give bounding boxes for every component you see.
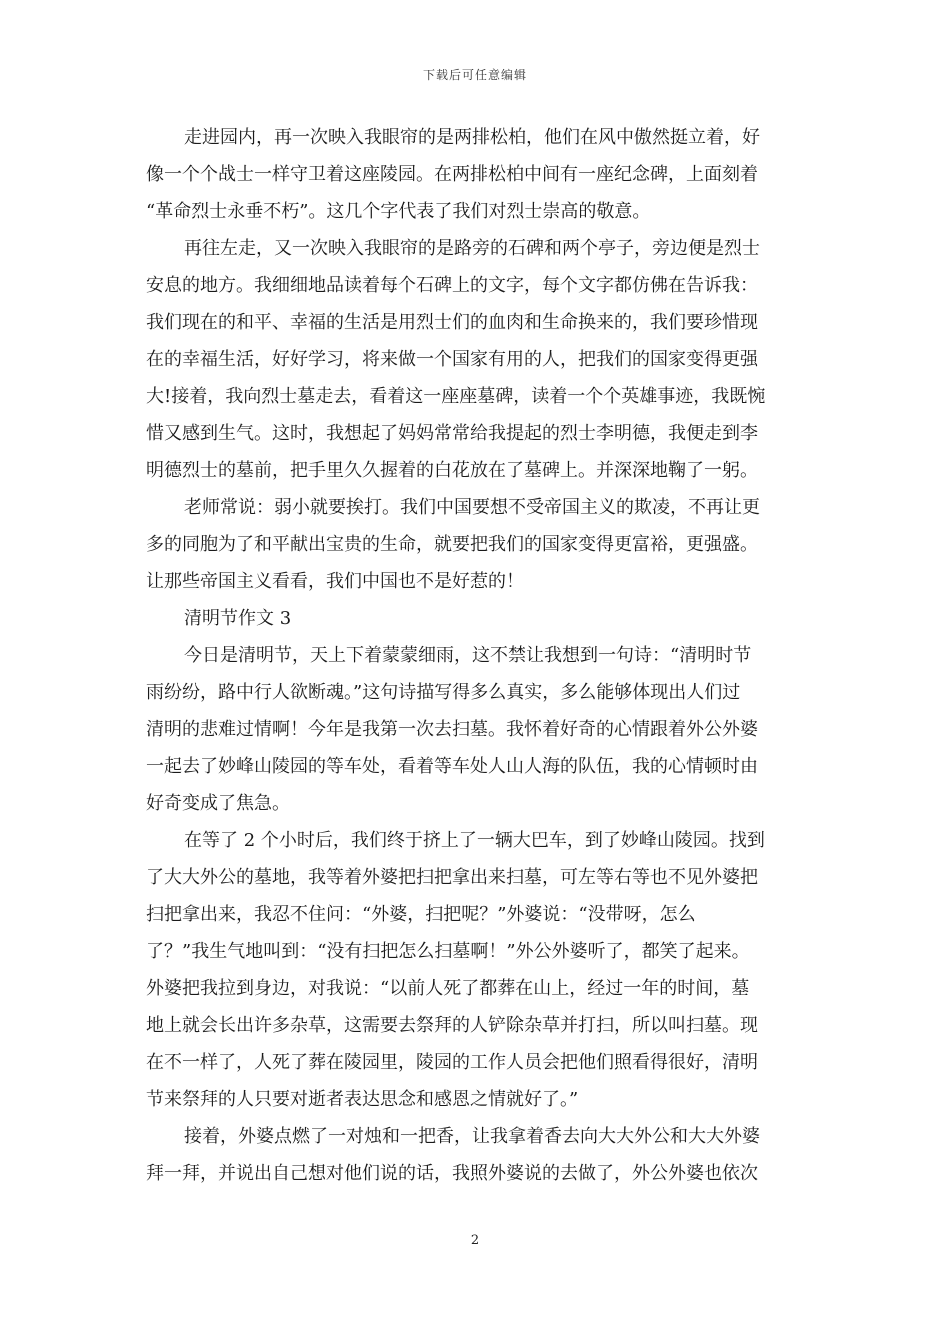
text-line: 像一个个战士一样守卫着这座陵园。在两排松柏中间有一座纪念碑，上面刻着	[146, 164, 758, 185]
text-line: 老师常说：弱小就要挨打。我们中国要想不受帝国主义的欺凌，不再让更	[184, 497, 760, 518]
text-line: 雨纷纷，路中行人欲断魂。”这句诗描写得多么真实，多么能够体现出人们过	[146, 682, 741, 703]
text-line: 了大大外公的墓地，我等着外婆把扫把拿出来扫墓，可左等右等也不见外婆把	[146, 867, 758, 888]
text-line: 大!接着，我向烈士墓走去，看着这一座座墓碑，读着一个个英雄事迹，我既惋	[146, 386, 766, 407]
text-line: 明德烈士的墓前，把手里久久握着的白花放在了墓碑上。并深深地鞠了一躬。	[146, 460, 758, 481]
document-body	[146, 124, 808, 1197]
text-line: 在不一样了，人死了葬在陵园里，陵园的工作人员会把他们照看得很好，清明	[146, 1052, 758, 1073]
text-line: 惜又感到生气。这时，我想起了妈妈常常给我提起的烈士李明德，我便走到李	[146, 423, 758, 444]
text-line: 了？”我生气地叫到：“没有扫把怎么扫墓啊！”外公外婆听了，都笑了起来。	[146, 941, 750, 962]
text-line: 节来祭拜的人只要对逝者表达思念和感恩之情就好了。”	[146, 1089, 579, 1110]
text-line: 一起去了妙峰山陵园的等车处，看着等车处人山人海的队伍，我的心情顿时由	[146, 756, 758, 777]
text-line: 接着，外婆点燃了一对烛和一把香，让我拿着香去向大大外公和大大外婆	[184, 1126, 760, 1147]
page-header: 下载后可任意编辑	[422, 68, 527, 82]
text-line: 扫把拿出来，我忍不住问：“外婆，扫把呢？”外婆说：“没带呀，怎么	[146, 904, 696, 925]
text-line: 让那些帝国主义看看，我们中国也不是好惹的！	[146, 571, 524, 592]
page-number: 2	[470, 1233, 480, 1248]
text-line: 今日是清明节，天上下着蒙蒙细雨，这不禁让我想到一句诗：“清明时节	[184, 645, 752, 666]
text-line: 走进园内，再一次映入我眼帘的是两排松柏，他们在风中傲然挺立着，好	[184, 127, 760, 148]
text-line: 我们现在的和平、幸福的生活是用烈士们的血肉和生命换来的，我们要珍惜现	[146, 312, 758, 333]
text-line: “革命烈士永垂不朽”。这几个字代表了我们对烈士崇高的敬意。	[146, 201, 651, 222]
text-line: 拜一拜，并说出自己想对他们说的话，我照外婆说的去做了，外公外婆也依次	[146, 1163, 758, 1184]
text-line: 多的同胞为了和平献出宝贵的生命，就要把我们的国家变得更富裕，更强盛。	[146, 534, 758, 555]
text-line: 安息的地方。我细细地品读着每个石碑上的文字，每个文字都仿佛在告诉我：	[146, 275, 758, 296]
section-title: 清明节作文 3	[184, 608, 292, 629]
text-line: 好奇变成了焦急。	[146, 793, 290, 814]
text-line: 清明的悲难过情啊！今年是我第一次去扫墓。我怀着好奇的心情跟着外公外婆	[146, 719, 758, 740]
text-line: 再往左走，又一次映入我眼帘的是路旁的石碑和两个亭子，旁边便是烈士	[184, 238, 760, 259]
text-line: 在等了 2 个小时后，我们终于挤上了一辆大巴车，到了妙峰山陵园。找到	[184, 830, 765, 851]
text-line: 在的幸福生活，好好学习，将来做一个国家有用的人，把我们的国家变得更强	[146, 349, 758, 370]
text-line: 外婆把我拉到身边，对我说：“以前人死了都葬在山上，经过一年的时间，墓	[146, 978, 750, 999]
text-line: 地上就会长出许多杂草，这需要去祭拜的人铲除杂草并打扫，所以叫扫墓。现	[146, 1015, 758, 1036]
